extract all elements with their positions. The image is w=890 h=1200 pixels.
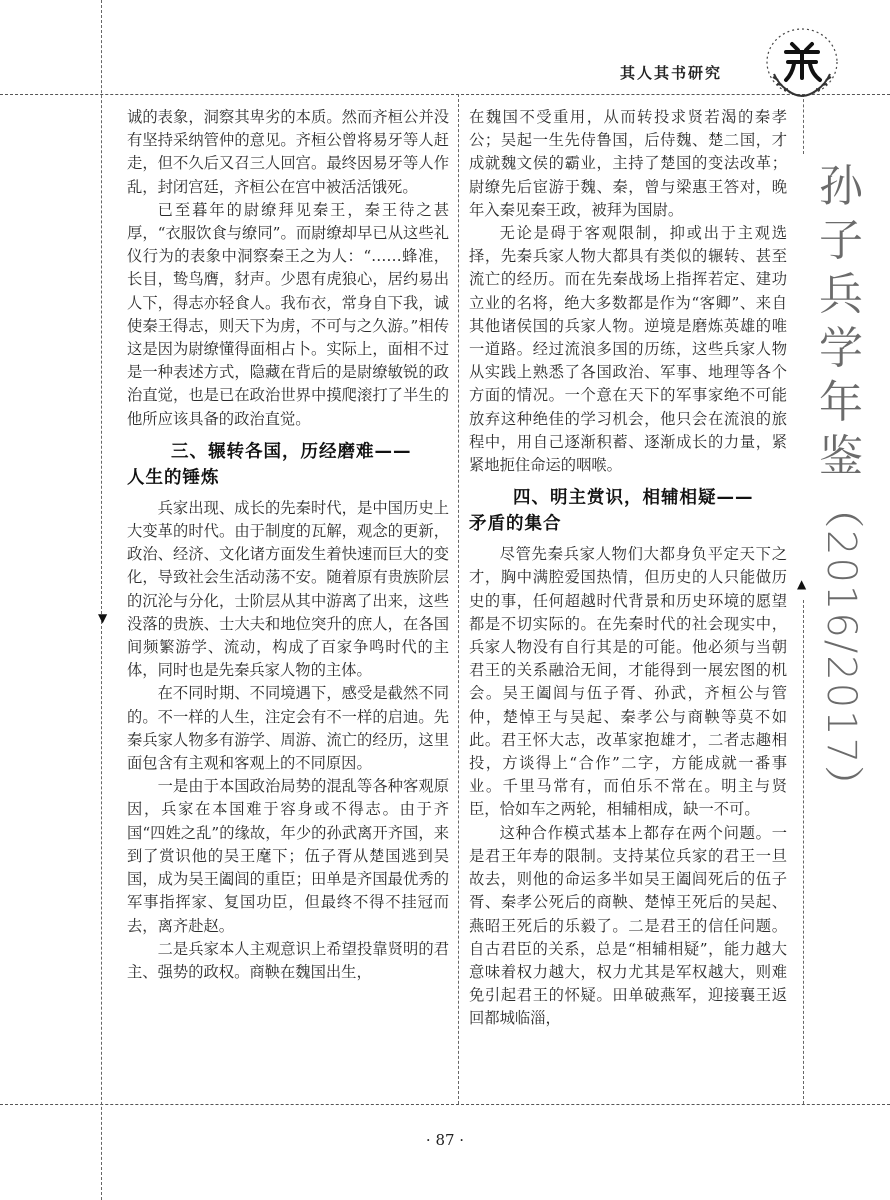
- left-text-column: [127, 106, 449, 984]
- heading-line: 三、辗转各国，历经磨难——: [171, 441, 412, 462]
- heading-line: 四、明主赏识，相辅相疑——: [513, 488, 754, 509]
- side-title-char: 子: [819, 215, 863, 266]
- header-section-title: 其人其书研究: [620, 64, 723, 82]
- side-title-char: 鉴: [819, 431, 863, 482]
- header-divider: [0, 94, 890, 95]
- heading-line: 人生的锤炼: [127, 467, 220, 488]
- footer-divider: [0, 1104, 890, 1105]
- side-title-char: 学: [819, 323, 863, 374]
- down-triangle-marker-icon: ▼: [98, 611, 108, 625]
- side-title-char: 年: [819, 377, 863, 428]
- side-title-char: 兵: [819, 269, 863, 320]
- right-margin-line-top: [803, 94, 804, 154]
- section-heading-4: [469, 485, 787, 537]
- right-text-column: [469, 106, 787, 1031]
- section-heading-3: [127, 439, 449, 491]
- body-paragraph: 一是由于本国政治局势的混乱等各种客观原因，兵家在本国难于容身或不得志。由于齐国“四姓之乱”的缘故，年少的孙武离开齐国，来到了赏识他的吴王麾下；伍子胥从楚国逃到吴国，成为吴王阖闾的重臣；田单是齐国最优秀的军事指挥家、复国功臣，但最终不得不挂冠而去，离齐赴赵。: [127, 777, 449, 935]
- column-divider: [458, 94, 459, 1104]
- body-paragraph: 无论是碍于客观限制，抑或出于主观选择，先秦兵家人物大都具有类似的辗转、甚至流亡的经历。而在先秦战场上指挥若定、建功立业的名将，绝大多数都是作为“客卿”、来自其他诸侯国的兵家人物。逆境是磨炼英雄的唯一道路。经过流浪多国的历练，这些兵家人物从实践上熟悉了各国政治、军事、地理等各个方面的情况。一个意在天下的军事家绝不可能放弃这种绝佳的学习机会，他只会在流浪的旅程中，用自己逐渐积蓄、逐渐成长的力量，紧紧地扼住命运的咽喉。: [469, 224, 787, 475]
- left-margin-line: [101, 0, 102, 1200]
- body-paragraph: 这种合作模式基本上都存在两个问题。一是君王年寿的限制。支持某位兵家的君王一旦故去，则他的命运多半如吴王阖闾死后的伍子胥、秦孝公死后的商鞅、楚悼王死后的吴起、燕昭王死后的乐毅了。二是君王的信任问题。自古君臣的关系，总是“相辅相疑”，能力越大意味着权力越大，权力尤其是军权越大，则难免引起君王的怀疑。田单破燕军，迎接襄王返回都城临淄，: [469, 823, 787, 1028]
- body-paragraph: 在魏国不受重用，从而转投求贤若渴的秦孝公；吴起一生先侍鲁国，后侍魏、楚二国，才成就魏文侯的霸业，主持了楚国的变法改革；尉缭先后宦游于魏、秦，曾与梁惠王答对，晚年入秦见秦王政，被拜为国尉。: [469, 108, 787, 219]
- side-title-char: 孙: [819, 161, 863, 212]
- body-paragraph: 二是兵家本人主观意识上希望投靠贤明的君主、强势的政权。商鞅在魏国出生，: [127, 939, 449, 981]
- page-number: · 87 ·: [425, 1131, 465, 1149]
- heading-line: 矛盾的集合: [469, 514, 562, 535]
- body-paragraph: 尽管先秦兵家人物们大都身负平定天下之才，胸中满腔爱国热情，但历史的人只能做历史的事，任何超越时代背景和历史环境的愿望都是不切实际的。在先秦时代的社会现实中，兵家人物没有自行其是的可能。他必须与当朝君王的关系融洽无间，才能得到一展宏图的机会。吴王阖闾与伍子胥、孙武，齐桓公与管仲，楚悼王与吴起、秦孝公与商鞅等莫不如此。君王怀大志，改革家抱雄才，二者志趣相投，方谈得上“合作”二字，方能成就一番事业。千里马常有，而伯乐不常在。明主与贤臣，恰如车之两轮，相辅相成，缺一不可。: [469, 545, 787, 819]
- yearbook-side-title: [813, 160, 869, 807]
- right-margin-line-bottom: [803, 600, 804, 1104]
- body-paragraph: 在不同时期、不同境遇下，感受是截然不同的。不一样的人生，注定会有不一样的启迪。先秦兵家人物多有游学、周游、流亡的经历，这里面包含有主观和客观上的不同原因。: [127, 684, 449, 773]
- journal-emblem-icon: [762, 22, 842, 102]
- up-triangle-marker-icon: ▲: [797, 577, 807, 591]
- body-paragraph: 兵家出现、成长的先秦时代，是中国历史上大变革的时代。由于制度的瓦解，观念的更新，政治、经济、文化诸方面发生着快速而巨大的变化，导致社会生活动荡不安。随着原有贵族阶层的沉沦与分化，士阶层从其中游离了出来，这些没落的贵族、士大夫和地位突升的庶人，在各国间频繁游学、流动，构成了百家争鸣时代的主体，同时也是先秦兵家人物的主体。: [127, 498, 449, 680]
- side-title-year: （2016/2017）: [818, 488, 864, 808]
- body-paragraph: 诚的表象，洞察其卑劣的本质。然而齐桓公并没有坚持采纳管仲的意见。齐桓公曾将易牙等人赶走，但不久后又召三人回宫。最终因易牙等人作乱，封闭宫廷，齐桓公在宫中被活活饿死。: [127, 108, 449, 196]
- body-paragraph: 已至暮年的尉缭拜见秦王，秦王待之甚厚，“衣服饮食与缭同”。而尉缭却早已从这些礼仪行为的表象中洞察秦王之为人：“……蜂准，长目，鸷鸟膺，豺声。少恩有虎狼心，居约易出人下，得志亦轻食人。我布衣，常身自下我，诚使秦王得志，则天下为虏，不可与之久游。”相传这是因为尉缭懂得面相占卜。实际上，面相不过是一种表述方式，隐藏在背后的是尉缭敏锐的政治直觉，也是已在政治世界中摸爬滚打了半生的他所应该具备的政治直觉。: [127, 200, 449, 428]
